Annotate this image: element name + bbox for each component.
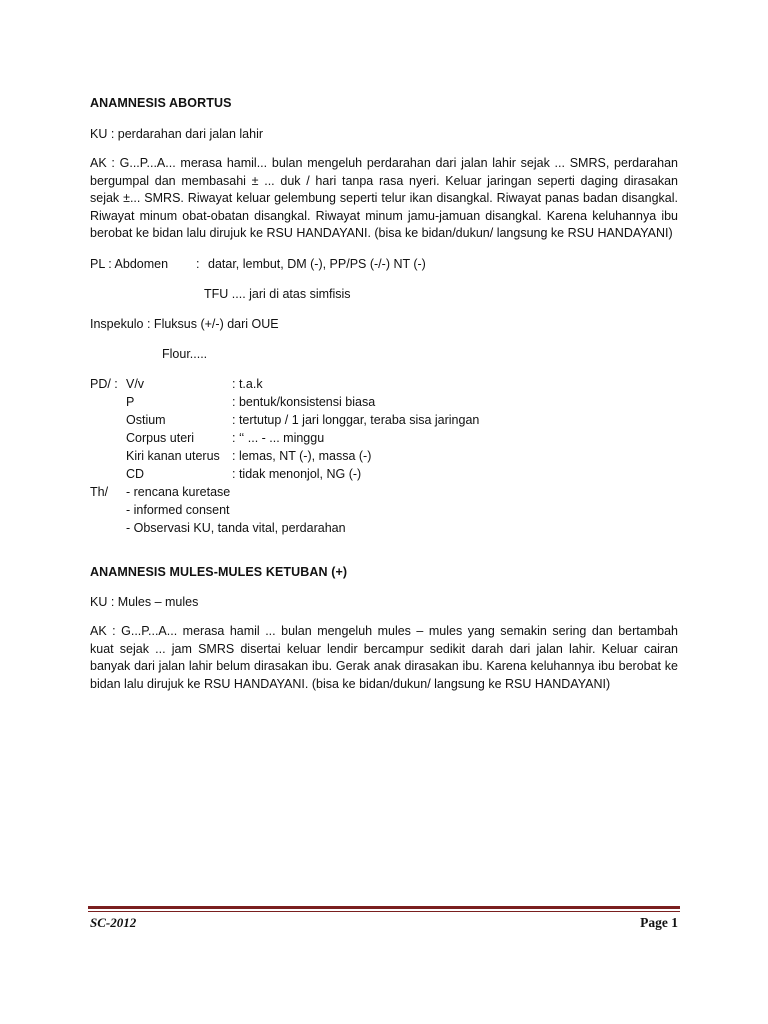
abortus-ak-line: sejak ±... SMRS. Riwayat keluar gelembung seperti telur ikan disangkal. Riwayat panas badan disangkal. [90,191,678,205]
pd-row-value: : lemas, NT (-), massa (-) [232,449,372,463]
pl-colon: : [196,257,200,271]
footer-rule [88,906,680,909]
pl-value: datar, lembut, DM (-), PP/PS (-/-) NT (-) [208,257,426,271]
pd-row-value: : ‘‘ ... - ... minggu [232,431,325,445]
footer-doc-id: SC-2012 [90,915,137,930]
mules-ak-line: kuat sejak ... jam SMRS disertai keluar lendir bercampur sedikit darah dari jalan lahir. Keluar cairan [90,641,678,656]
mules-ak-line: AK : G...P...A... merasa hamil ... bulan mengeluh mules – mules yang semakin sering dan bertambah [90,624,678,638]
pd-row-label: Kiri kanan uterus [126,449,220,463]
pd-row-label: Ostium [126,413,166,427]
tfu-text: TFU .... jari di atas simfisis [204,287,351,301]
pd-row-label: CD [126,467,145,481]
abortus-ak-line: Riwayat minum obat-obatan disangkal. Riwayat minum jamu-jamuan disangkal. Karena keluhannya ibu [90,208,678,223]
page-number: Page 1 [640,915,678,930]
th-item: - rencana kuretase [126,485,231,499]
pd-row-value: : bentuk/konsistensi biasa [232,395,376,409]
flour-text: Flour..... [162,347,208,361]
pd-row-label: V/v [126,377,145,391]
footer-rule-thin [88,911,680,912]
pd-row-label: P [126,395,135,409]
mules-ak-paragraph [90,623,678,693]
pd-prefix: PD/ : [90,377,118,391]
abortus-ak-line: berobat ke bidan lalu dirujuk ke RSU HANDAYANI. (bisa ke bidan/dukun/ langsung ke RSU HANDAYANI) [90,226,673,240]
th-item: - Observasi KU, tanda vital, perdarahan [126,521,346,535]
pd-row-value: : tertutup / 1 jari longgar, teraba sisa jaringan [232,413,480,427]
th-item: - informed consent [126,503,230,517]
abortus-ak-line: AK : G...P...A... merasa hamil... bulan mengeluh perdarahan dari jalan lahir sejak ... SMRS, perdarahan [90,156,678,170]
section-abortus-title: ANAMNESIS ABORTUS [90,96,232,110]
abortus-ak-line: bergumpal dan membasahi ± ... duk / hari tanpa rasa nyeri. Keluar jaringan seperti daging dirasakan [90,173,678,188]
mules-ak-line: banyak dari jalan lahir belum dirasakan ibu. Gerak anak dirasakan ibu. Karena keluhannya ibu berobat ke [90,659,678,673]
pd-row-value: : t.a.k [232,377,263,391]
inspekulo-text: Inspekulo : Fluksus (+/-) dari OUE [90,317,279,331]
pd-row-value: : tidak menonjol, NG (-) [232,467,362,481]
pl-label: PL : Abdomen [90,257,169,271]
abortus-ak-paragraph [90,155,678,243]
mules-ku: KU : Mules – mules [90,595,199,609]
abortus-ku: KU : perdarahan dari jalan lahir [90,127,264,141]
th-prefix: Th/ [90,485,109,499]
section-mules-title: ANAMNESIS MULES-MULES KETUBAN (+) [90,565,348,579]
mules-ak-line: bidan lalu dirujuk ke RSU HANDAYANI. (bisa ke bidan/dukun/ langsung ke RSU HANDAYANI) [90,676,611,691]
pd-row-label: Corpus uteri [126,431,195,445]
